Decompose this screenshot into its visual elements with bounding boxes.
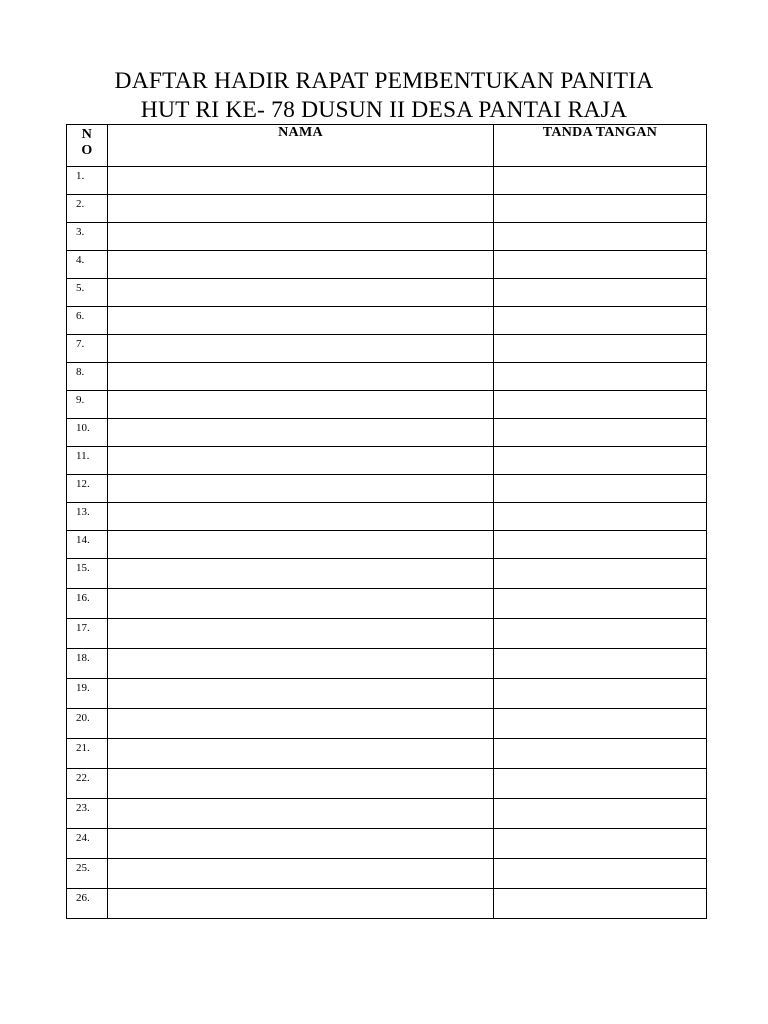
- table-row: [67, 739, 707, 769]
- signature-cell[interactable]: [494, 419, 707, 447]
- name-cell[interactable]: [108, 739, 494, 769]
- row-number: 6.: [67, 307, 108, 335]
- table-header-row: [67, 125, 707, 167]
- name-cell[interactable]: [108, 889, 494, 919]
- table-row: [67, 889, 707, 919]
- signature-cell[interactable]: [494, 363, 707, 391]
- attendance-table: [66, 124, 707, 919]
- signature-cell[interactable]: [494, 503, 707, 531]
- table-row: [67, 363, 707, 391]
- column-header-no: [67, 125, 108, 167]
- table-row: [67, 709, 707, 739]
- row-number: 19.: [67, 679, 108, 709]
- row-number: 16.: [67, 589, 108, 619]
- row-number: 12.: [67, 475, 108, 503]
- signature-cell[interactable]: [494, 769, 707, 799]
- row-number: 17.: [67, 619, 108, 649]
- signature-cell[interactable]: [494, 649, 707, 679]
- table-row: [67, 335, 707, 363]
- signature-cell[interactable]: [494, 531, 707, 559]
- table-row: [67, 829, 707, 859]
- table-row: [67, 447, 707, 475]
- signature-cell[interactable]: [494, 679, 707, 709]
- name-cell[interactable]: [108, 799, 494, 829]
- name-cell[interactable]: [108, 335, 494, 363]
- row-number: 3.: [67, 223, 108, 251]
- name-cell[interactable]: [108, 475, 494, 503]
- row-number: 1.: [67, 167, 108, 195]
- name-cell[interactable]: [108, 195, 494, 223]
- table-row: [67, 195, 707, 223]
- table-row: [67, 391, 707, 419]
- table-row: [67, 559, 707, 589]
- table-row: [67, 531, 707, 559]
- row-number: 24.: [67, 829, 108, 859]
- table-row: [67, 619, 707, 649]
- column-header-nama: NAMA: [108, 125, 494, 167]
- row-number: 20.: [67, 709, 108, 739]
- table-row: [67, 251, 707, 279]
- name-cell[interactable]: [108, 859, 494, 889]
- name-cell[interactable]: [108, 829, 494, 859]
- table-row: [67, 799, 707, 829]
- signature-cell[interactable]: [494, 739, 707, 769]
- signature-cell[interactable]: [494, 251, 707, 279]
- row-number: 5.: [67, 279, 108, 307]
- column-header-no-part2: O: [81, 143, 93, 158]
- name-cell[interactable]: [108, 679, 494, 709]
- name-cell[interactable]: [108, 769, 494, 799]
- row-number: 13.: [67, 503, 108, 531]
- signature-cell[interactable]: [494, 195, 707, 223]
- signature-cell[interactable]: [494, 829, 707, 859]
- table-body: [67, 167, 707, 919]
- signature-cell[interactable]: [494, 335, 707, 363]
- row-number: 21.: [67, 739, 108, 769]
- table-row: [67, 279, 707, 307]
- table-row: [67, 223, 707, 251]
- table-row: [67, 307, 707, 335]
- signature-cell[interactable]: [494, 589, 707, 619]
- row-number: 9.: [67, 391, 108, 419]
- row-number: 18.: [67, 649, 108, 679]
- name-cell[interactable]: [108, 589, 494, 619]
- row-number: 23.: [67, 799, 108, 829]
- name-cell[interactable]: [108, 619, 494, 649]
- signature-cell[interactable]: [494, 889, 707, 919]
- row-number: 8.: [67, 363, 108, 391]
- table-row: [67, 503, 707, 531]
- table-row: [67, 769, 707, 799]
- signature-cell[interactable]: [494, 167, 707, 195]
- title-line-1: DAFTAR HADIR RAPAT PEMBENTUKAN PANITIA: [114, 68, 654, 94]
- name-cell[interactable]: [108, 307, 494, 335]
- signature-cell[interactable]: [494, 447, 707, 475]
- signature-cell[interactable]: [494, 223, 707, 251]
- row-number: 14.: [67, 531, 108, 559]
- row-number: 22.: [67, 769, 108, 799]
- signature-cell[interactable]: [494, 799, 707, 829]
- table-row: [67, 859, 707, 889]
- title-line-2: HUT RI KE- 78 DUSUN II DESA PANTAI RAJA: [140, 97, 628, 123]
- row-number: 11.: [67, 447, 108, 475]
- signature-cell[interactable]: [494, 859, 707, 889]
- row-number: 4.: [67, 251, 108, 279]
- name-cell[interactable]: [108, 503, 494, 531]
- name-cell[interactable]: [108, 709, 494, 739]
- table-row: [67, 649, 707, 679]
- signature-cell[interactable]: [494, 559, 707, 589]
- column-header-no-part1: N: [81, 127, 93, 142]
- name-cell[interactable]: [108, 251, 494, 279]
- table-row: [67, 475, 707, 503]
- name-cell[interactable]: [108, 649, 494, 679]
- signature-cell[interactable]: [494, 619, 707, 649]
- name-cell[interactable]: [108, 167, 494, 195]
- row-number: 25.: [67, 859, 108, 889]
- row-number: 2.: [67, 195, 108, 223]
- column-header-tanda-tangan: TANDA TANGAN: [494, 125, 707, 167]
- table-row: [67, 589, 707, 619]
- row-number: 10.: [67, 419, 108, 447]
- name-cell[interactable]: [108, 419, 494, 447]
- signature-cell[interactable]: [494, 279, 707, 307]
- name-cell[interactable]: [108, 447, 494, 475]
- document-title: [0, 67, 768, 125]
- signature-cell[interactable]: [494, 709, 707, 739]
- row-number: 7.: [67, 335, 108, 363]
- name-cell[interactable]: [108, 279, 494, 307]
- name-cell[interactable]: [108, 559, 494, 589]
- row-number: 26.: [67, 889, 108, 919]
- table-row: [67, 167, 707, 195]
- name-cell[interactable]: [108, 531, 494, 559]
- table-row: [67, 419, 707, 447]
- row-number: 15.: [67, 559, 108, 589]
- table-row: [67, 679, 707, 709]
- name-cell[interactable]: [108, 391, 494, 419]
- signature-cell[interactable]: [494, 391, 707, 419]
- name-cell[interactable]: [108, 223, 494, 251]
- signature-cell[interactable]: [494, 307, 707, 335]
- signature-cell[interactable]: [494, 475, 707, 503]
- name-cell[interactable]: [108, 363, 494, 391]
